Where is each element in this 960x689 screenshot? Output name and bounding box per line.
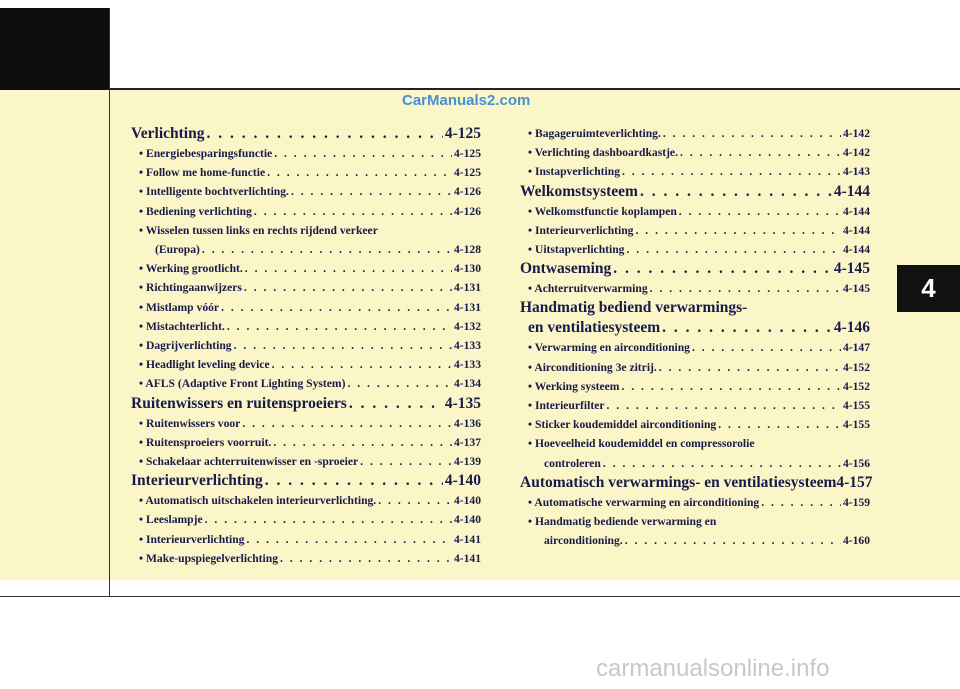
dot-leader <box>622 162 841 181</box>
dot-leader <box>246 530 451 549</box>
toc-page-number: 4-141 <box>453 532 481 546</box>
dot-leader <box>349 394 443 414</box>
dot-leader <box>221 298 452 317</box>
toc-entry[interactable] <box>131 163 481 182</box>
toc-page-number: 4-140 <box>453 513 481 527</box>
toc-section[interactable] <box>131 471 481 491</box>
toc-entry[interactable] <box>520 493 870 512</box>
toc-page-number: 4-125 <box>444 125 481 142</box>
toc-page-number: 4-152 <box>842 379 870 393</box>
toc-page-number: 4-152 <box>842 360 870 374</box>
top-divider <box>110 88 960 90</box>
toc-entry-title: • Automatische verwarming en airconditioning <box>528 495 760 509</box>
watermark-top[interactable]: CarManuals2.com <box>402 92 531 109</box>
dot-leader <box>718 415 841 434</box>
left-divider <box>109 8 110 597</box>
toc-entry[interactable] <box>131 202 481 221</box>
toc-section[interactable] <box>131 124 481 144</box>
toc-entry-title: • Dagrijverlichting <box>139 339 232 353</box>
toc-section[interactable]: Handmatig bediend verwarmings- <box>520 299 748 317</box>
dot-leader <box>242 414 452 433</box>
toc-page-number: 4-133 <box>453 339 481 353</box>
toc-entry[interactable]: • Hoeveelheid koudemiddel en compressorolie <box>528 437 755 451</box>
toc-entry-title: • Sticker koudemiddel airconditioning <box>528 418 717 432</box>
toc-entry-title: Welkomstsysteem <box>520 182 638 200</box>
dot-leader <box>621 377 841 396</box>
toc-entry[interactable] <box>520 143 870 162</box>
toc-section[interactable] <box>131 394 481 414</box>
toc-entry[interactable] <box>131 414 481 433</box>
toc-entry[interactable] <box>131 452 481 471</box>
toc-entry-title: airconditioning. <box>544 534 623 548</box>
toc-entry-title: • Verwarming en airconditioning <box>528 341 690 355</box>
toc-page-number: 4-139 <box>453 455 481 469</box>
toc-entry-title: • Ruitenwissers voor <box>139 416 241 430</box>
watermark-bottom: carmanualsonline.info <box>596 655 830 682</box>
toc-left-column <box>131 124 481 568</box>
toc-entry[interactable] <box>520 338 870 357</box>
toc-section[interactable] <box>520 318 870 338</box>
toc-entry-title: • Welkomstfunctie koplampen <box>528 204 677 218</box>
dot-leader <box>206 124 442 144</box>
chapter-tab: 4 <box>897 265 960 312</box>
toc-page-number: 4-146 <box>833 319 870 337</box>
toc-entry[interactable]: • Wisselen tussen links en rechts rijdend verkeer <box>139 223 378 237</box>
dot-leader <box>272 355 452 374</box>
toc-section[interactable] <box>520 182 870 202</box>
toc-page-number: 4-145 <box>833 260 870 278</box>
toc-entry[interactable] <box>131 510 481 529</box>
toc-entry-title: • Ruitensproeiers voorruit. <box>139 435 272 449</box>
toc-entry-title: Ontwaseming <box>520 260 612 278</box>
toc-entry-title: • Interieurverlichting <box>528 223 634 237</box>
dot-leader <box>244 278 452 297</box>
toc-entry-title: • Werking grootlicht. <box>139 262 243 276</box>
toc-entry-title: • Airconditioning 3e zitrij. <box>528 360 657 374</box>
dot-leader <box>280 549 452 568</box>
toc-page-number: 4-144 <box>842 223 870 237</box>
dot-leader <box>254 202 452 221</box>
toc-entry-title: (Europa) <box>155 243 200 257</box>
dot-leader <box>626 240 840 259</box>
toc-entry[interactable] <box>520 240 870 259</box>
toc-entry-title: • Make-upspiegelverlichting <box>139 551 278 565</box>
toc-entry-title: • Headlight leveling device <box>139 358 270 372</box>
toc-page-number: 4-137 <box>453 435 481 449</box>
toc-entry[interactable] <box>131 182 481 201</box>
toc-page-number: 4-156 <box>842 456 870 470</box>
toc-page-number: 4-142 <box>842 146 870 160</box>
toc-page-number: 4-155 <box>842 418 870 432</box>
toc-entry[interactable] <box>520 358 870 377</box>
toc-entry-title: • Bediening verlichting <box>139 204 252 218</box>
toc-entry[interactable] <box>131 374 481 393</box>
dot-leader <box>273 433 452 452</box>
toc-entry[interactable] <box>131 317 481 336</box>
toc-entry[interactable] <box>131 355 481 374</box>
toc-page-number: 4-133 <box>453 358 481 372</box>
dot-leader <box>360 452 452 471</box>
toc-page-number: 4-131 <box>453 300 481 314</box>
dot-leader <box>680 143 841 162</box>
toc-section[interactable]: Automatisch verwarmings- en ventilatiesysteem4-157 <box>520 473 873 491</box>
toc-page-number: 4-130 <box>453 262 481 276</box>
toc-entry-title: • Achterruitverwarming <box>528 282 648 296</box>
toc-section[interactable] <box>520 259 870 279</box>
toc-page-number: 4-128 <box>453 243 481 257</box>
toc-entry[interactable] <box>520 377 870 396</box>
toc-entry-title: Verlichting <box>131 125 205 142</box>
dot-leader <box>347 374 452 393</box>
toc-entry-title: • Instapverlichting <box>528 165 620 179</box>
dot-leader <box>227 317 452 336</box>
toc-page-number: 4-144 <box>842 243 870 257</box>
dot-leader <box>291 182 452 201</box>
toc-entry-title: en ventilatiesysteem <box>528 319 661 337</box>
toc-entry[interactable] <box>131 240 481 259</box>
toc-page-number: 4-125 <box>453 147 481 160</box>
dot-leader <box>659 358 841 377</box>
toc-entry-title: • Interieurfilter <box>528 399 605 413</box>
dot-leader <box>378 491 452 510</box>
toc-entry[interactable] <box>520 162 870 181</box>
toc-entry[interactable] <box>520 396 870 415</box>
toc-entry[interactable] <box>131 433 481 452</box>
toc-page-number: 4-159 <box>842 495 870 509</box>
toc-entry-title: • Mistachterlicht. <box>139 319 225 333</box>
toc-entry[interactable]: • Handmatig bediende verwarming en <box>528 515 717 529</box>
toc-entry[interactable] <box>131 278 481 297</box>
dot-leader <box>663 124 841 143</box>
toc-page-number: 4-126 <box>453 185 481 199</box>
dot-leader <box>692 338 841 357</box>
toc-page-number: 4-144 <box>842 204 870 218</box>
toc-entry-title: • Verlichting dashboardkastje. <box>528 146 678 160</box>
dot-leader <box>205 510 452 529</box>
dot-leader <box>625 531 841 550</box>
toc-entry[interactable] <box>520 415 870 434</box>
toc-page-number: 4-134 <box>453 377 481 391</box>
toc-entry[interactable] <box>520 202 870 221</box>
toc-page-number: 4-140 <box>453 494 481 508</box>
toc-entry[interactable] <box>131 549 481 568</box>
toc-entry-title: • AFLS (Adaptive Front Lighting System) <box>139 377 346 391</box>
toc-entry[interactable] <box>131 298 481 317</box>
toc-page-number: 4-144 <box>833 182 870 200</box>
toc-page-number: 4-125 <box>453 166 481 180</box>
toc-page-number: 4-135 <box>444 394 481 412</box>
toc-page-number: 4-143 <box>842 165 870 179</box>
dot-leader <box>635 221 840 240</box>
toc-entry[interactable] <box>131 491 481 510</box>
toc-entry[interactable] <box>520 221 870 240</box>
toc-page-number: 4-145 <box>842 282 870 296</box>
toc-entry-title: Ruitenwissers en ruitensproeiers <box>131 394 347 412</box>
dot-leader <box>650 279 841 298</box>
toc-page-number: 4-141 <box>453 551 481 565</box>
toc-entry-title: • Follow me home-functie <box>139 166 266 180</box>
toc-page-number: 4-136 <box>453 416 481 430</box>
dot-leader <box>245 259 452 278</box>
toc-page-number: 4-155 <box>842 399 870 413</box>
dot-leader <box>607 396 841 415</box>
dot-leader <box>613 259 832 279</box>
toc-entry[interactable] <box>131 259 481 278</box>
toc-page-number: 4-126 <box>453 204 481 218</box>
toc-page-number: 4-132 <box>453 319 481 333</box>
toc-entry-title: • Werking systeem <box>528 379 620 393</box>
toc-entry[interactable] <box>520 124 870 143</box>
toc-entry[interactable] <box>520 279 870 298</box>
dot-leader <box>679 202 841 221</box>
dot-leader <box>202 240 452 259</box>
toc-entry[interactable] <box>520 531 870 550</box>
dot-leader <box>603 454 841 473</box>
dot-leader <box>265 471 443 491</box>
toc-entry-title: • Energiebesparingsfunctie <box>139 147 273 160</box>
toc-page-number: 4-142 <box>842 127 870 140</box>
toc-entry[interactable] <box>131 336 481 355</box>
toc-page-number: 4-140 <box>444 472 481 490</box>
toc-entry-title: • Bagageruimteverlichting. <box>528 127 661 140</box>
toc-entry[interactable] <box>520 454 870 473</box>
toc-entry-title: • Uitstapverlichting <box>528 243 625 257</box>
dot-leader <box>662 318 832 338</box>
toc-entry-title: Interieurverlichting <box>131 472 263 490</box>
toc-entry-title: • Leeslampje <box>139 513 203 527</box>
toc-entry-title: • Richtingaanwijzers <box>139 281 242 295</box>
toc-entry[interactable] <box>131 144 481 163</box>
toc-entry-title: controleren <box>544 456 601 470</box>
toc-page-number: 4-147 <box>842 341 870 355</box>
toc-page-number: 4-160 <box>842 534 870 548</box>
dot-leader <box>274 144 452 163</box>
toc-page-number: 4-131 <box>453 281 481 295</box>
toc-entry[interactable] <box>131 530 481 549</box>
toc-entry-title: • Interieurverlichting <box>139 532 245 546</box>
dot-leader <box>267 163 452 182</box>
toc-right-column <box>520 124 873 550</box>
toc-entry-title: • Intelligente bochtverlichting. <box>139 185 289 199</box>
dot-leader <box>761 493 841 512</box>
bottom-divider <box>0 596 960 597</box>
dot-leader <box>234 336 452 355</box>
toc-entry-title: • Schakelaar achterruitenwisser en -sproeier <box>139 455 359 469</box>
toc-entry-title: • Automatisch uitschakelen interieurverlichting. <box>139 494 377 508</box>
dot-leader <box>640 182 832 202</box>
toc-entry-title: • Mistlamp vóór <box>139 300 220 314</box>
